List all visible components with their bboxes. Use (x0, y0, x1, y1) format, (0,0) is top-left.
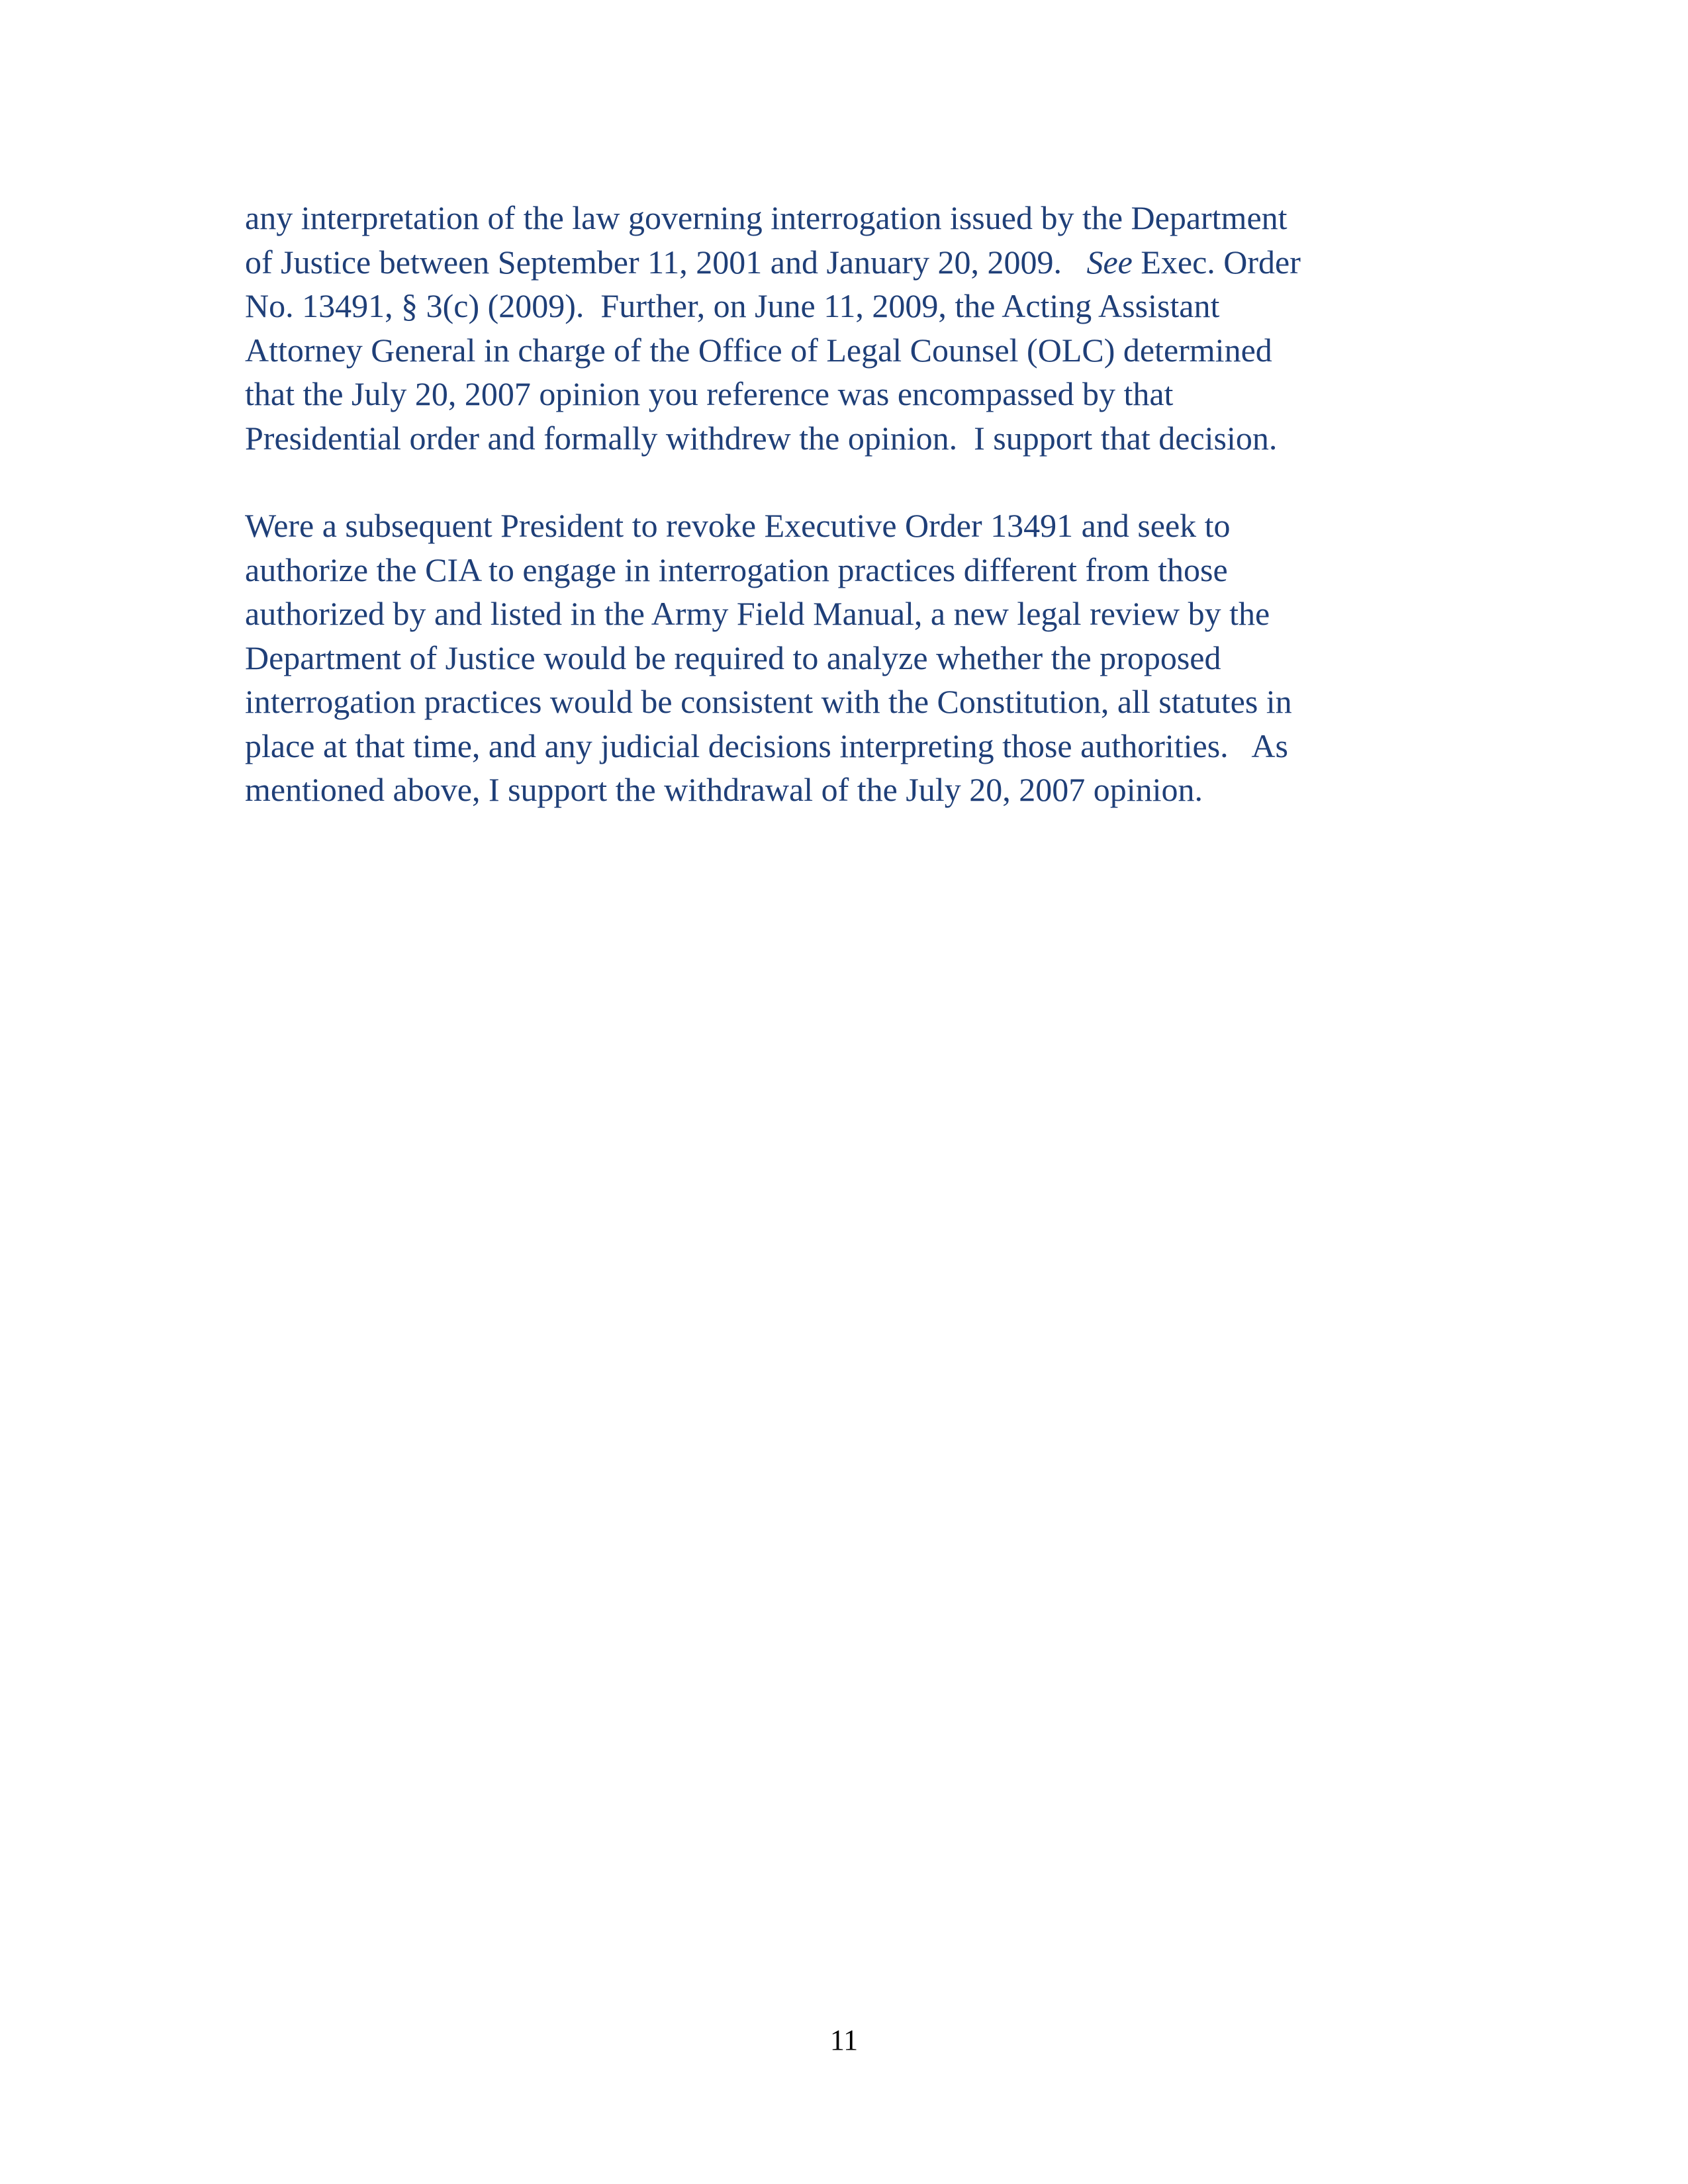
paragraph-2-line-2: authorize the CIA to engage in interrogation practices different from those (245, 551, 1228, 588)
paragraph-1-line-1: any interpretation of the law governing interrogation issued by the Department (245, 199, 1288, 236)
paragraph-2 (245, 504, 1489, 812)
paragraph-2-line-4: Department of Justice would be required to analyze whether the proposed (245, 639, 1221, 676)
paragraph-1-line-2 (245, 240, 1489, 285)
paragraph-2-line-5: interrogation practices would be consistent with the Constitution, all statutes in (245, 683, 1292, 720)
paragraph-1-line-2-text: of Justice between September 11, 2001 and January 20, 2009. (245, 243, 1087, 281)
paragraph-1-line-3: No. 13491, § 3(c) (2009). Further, on June 11, 2009, the Acting Assistant (245, 287, 1220, 324)
paragraph-1-line-4: Attorney General in charge of the Office of Legal Counsel (OLC) determined (245, 331, 1272, 369)
paragraph-2-line-7: mentioned above, I support the withdrawal of the July 20, 2007 opinion. (245, 771, 1203, 808)
paragraph-1 (245, 196, 1489, 460)
paragraph-1-line-2-text-end: Exec. Order (1132, 243, 1301, 281)
paragraph-1-line-6: Presidential order and formally withdrew the opinion. I support that decision. (245, 419, 1278, 457)
see-citation-signal: See (1086, 243, 1133, 281)
page-number: 11 (829, 2024, 859, 2056)
paragraph-2-line-3: authorized by and listed in the Army Field Manual, a new legal review by the (245, 595, 1270, 632)
paragraph-2-line-6: place at that time, and any judicial decisions interpreting those authorities. As (245, 727, 1288, 764)
paragraph-1-line-5: that the July 20, 2007 opinion you reference was encompassed by that (245, 375, 1174, 412)
document-body (245, 196, 1489, 856)
paragraph-2-line-1: Were a subsequent President to revoke Executive Order 13491 and seek to (245, 507, 1231, 544)
